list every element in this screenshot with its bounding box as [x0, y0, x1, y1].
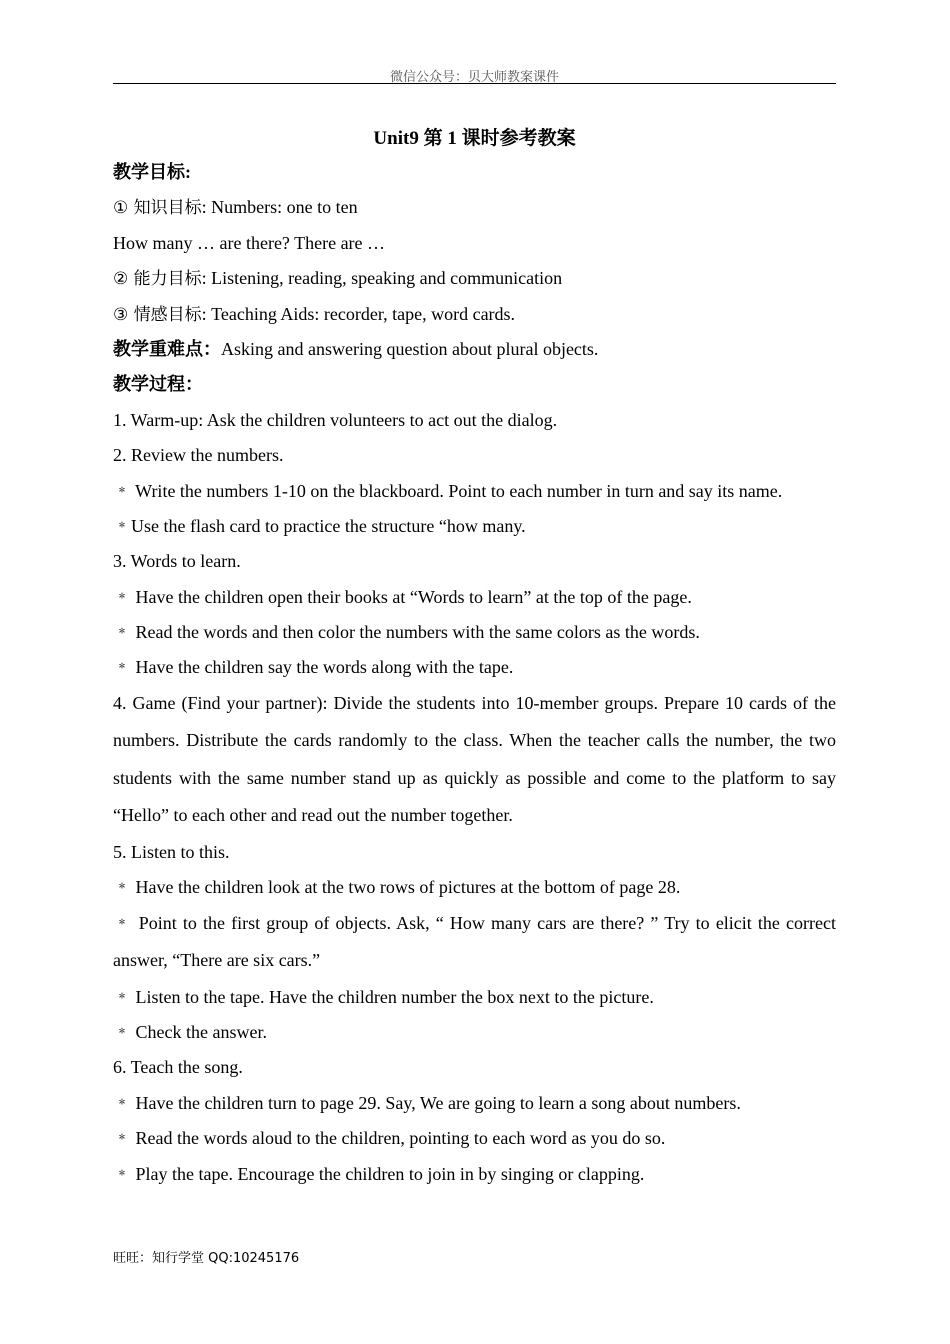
step-2-bullet: ﹡Use the flash card to practice the structure “how many.	[113, 515, 526, 536]
emotion-objective-text: : Teaching Aids: recorder, tape, word cards.	[201, 303, 516, 324]
knowledge-objective-extra: How many … are there? There are …	[113, 232, 386, 253]
step-1: 1. Warm-up: Ask the children volunteers to act out the dialog.	[113, 409, 558, 430]
document-body	[113, 155, 836, 1192]
key-points-label: 教学重难点：	[113, 338, 221, 359]
ability-objective-label: ② 能力目标	[113, 269, 202, 290]
step-5-bullet-paragraph: ﹡ Point to the first group of objects. Ask, “ How many cars are there? ” Try to elicit the correct answer, “There are six cars.”	[113, 912, 836, 971]
knowledge-objective	[113, 190, 836, 225]
key-points-text: Asking and answering question about plural objects.	[221, 338, 599, 359]
step-6-bullet: ﹡ Read the words aloud to the children, pointing to each word as you do so.	[113, 1128, 666, 1149]
knowledge-objective-text: : Numbers: one to ten	[201, 197, 358, 218]
process-heading: 教学过程：	[113, 374, 203, 395]
objectives-heading: 教学目标:	[113, 162, 191, 182]
step-3-bullet: ﹡ Have the children open their books at “Words to learn” at the top of the page.	[113, 586, 692, 607]
step-6-bullet: ﹡ Play the tape. Encourage the children to join in by singing or clapping.	[113, 1163, 645, 1184]
step-3: 3. Words to learn.	[113, 551, 241, 572]
document-title: Unit9 第 1 课时参考教案	[373, 128, 576, 149]
header-divider	[113, 83, 836, 84]
knowledge-objective-label: ① 知识目标	[113, 198, 202, 219]
emotion-objective	[113, 297, 836, 332]
step-3-bullet: ﹡ Read the words and then color the numbers with the same colors as the words.	[113, 622, 700, 643]
step-6: 6. Teach the song.	[113, 1057, 243, 1078]
step-2-bullet: ﹡ Write the numbers 1-10 on the blackboard. Point to each number in turn and say its name.	[113, 480, 783, 501]
emotion-objective-label: ③ 情感目标	[113, 304, 202, 325]
step-2: 2. Review the numbers.	[113, 445, 284, 466]
step-5: 5. Listen to this.	[113, 841, 230, 862]
key-points	[113, 332, 836, 367]
ability-objective	[113, 261, 836, 296]
step-6-bullet: ﹡ Have the children turn to page 29. Say, We are going to learn a song about numbers.	[113, 1092, 741, 1113]
ability-objective-text: : Listening, reading, speaking and communication	[201, 268, 563, 289]
step-3-bullet: ﹡ Have the children say the words along with the tape.	[113, 657, 514, 678]
step-5-bullet: ﹡ Listen to the tape. Have the children number the box next to the picture.	[113, 986, 654, 1007]
page-footer: 旺旺：知行学堂 QQ:10245176	[113, 1251, 300, 1266]
step-5-bullet: ﹡ Have the children look at the two rows of pictures at the bottom of page 28.	[113, 877, 681, 898]
page-header: 微信公众号：贝大师教案课件	[389, 70, 559, 85]
step-5-bullet: ﹡ Check the answer.	[113, 1022, 267, 1043]
step-4-paragraph: 4. Game (Find your partner): Divide the students into 10-member groups. Prepare 10 cards of the numbers. Distribute the cards randomly to the class. When the teacher calls the number, the two students with the same number stand up as quickly as possible and come to the platform to say “Hello” to each other and read out the number together.	[113, 692, 836, 826]
